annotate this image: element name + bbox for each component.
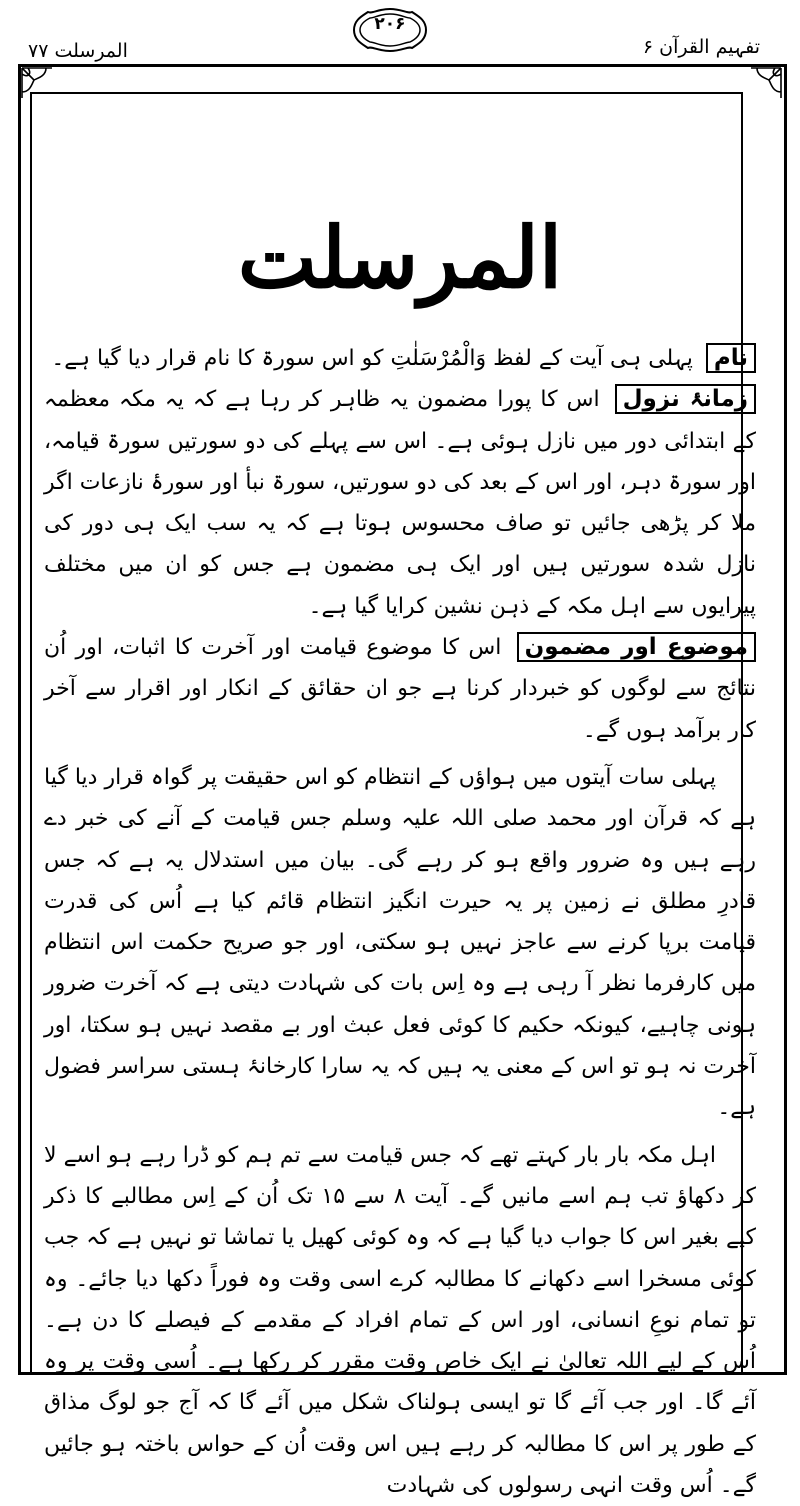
section-revelation-period-text: اس کا پورا مضمون یہ ظاہر کر رہا ہے کہ یہ مکہ معظمہ کے ابتدائی دور میں نازل ہوئی ہے۔ اس سے پہلے کی دو سورتیں سورۃ قیامہ، اور سورۃ دہر، اور اس کے بعد کی دو سورتیں، سورۃ نبأ اور سورۂ نازعات اگر ملا کر پڑھی جائیں تو صاف محسوس ہوتا ہے کہ یہ سب ایک ہی دور کی نازل شدہ سورتیں ہیں اور ایک ہی مضمون ہے جس کو ان میں مختلف پیرایوں سے اہل مکہ کے ذہن نشین کرایا گیا ہے۔ bbox=[44, 387, 756, 619]
header-surah-name: المرسلت ۷۷ bbox=[28, 40, 128, 62]
section-name bbox=[44, 338, 756, 379]
surah-title: المرسلت bbox=[237, 208, 563, 307]
section-revelation-period bbox=[44, 379, 756, 627]
section-theme-text: اس کا موضوع قیامت اور آخرت کا اثبات، اور اُن نتائج سے لوگوں کو خبردار کرنا ہے جو ان حقائق کے انکار اور اقرار سے آخر کار برآمد ہوں گے۔ bbox=[44, 635, 756, 743]
section-label-theme: موضوع اور مضمون bbox=[517, 632, 756, 662]
corner-ornament-top-right bbox=[749, 66, 783, 100]
paragraph: اہل مکہ بار بار کہتے تھے کہ جس قیامت سے تم ہم کو ڈرا رہے ہو اسے لا کر دکھاؤ تب ہم اسے مانیں گے۔ آیت ۸ سے ۱۵ تک اُن کے اِس مطالبے کا ذکر کیے بغیر اس کا جواب دیا گیا ہے کہ وہ کوئی کھیل یا تماشا تو نہیں ہے کہ جب کوئی مسخرا اسے دکھانے کا مطالبہ کرے اسی وقت وہ فوراً دکھا دیا جائے۔ وہ تو تمام نوعِ انسانی، اور اس کے تمام افراد کے مقدمے کے فیصلے کا دن ہے۔ اُس کے لیے اللہ تعالیٰ نے ایک خاص وقت مقرر کر رکھا ہے۔ اُسی وقت پر وہ آئے گا۔ اور جب آئے گا تو ایسی ہولناک شکل میں آئے گا کہ آج جو لوگ مذاق کے طور پر اس کا مطالبہ کر رہے ہیں اس وقت اُن کے حواس باختہ ہو جائیں گے۔ اُس وقت انہی رسولوں کی شہادت bbox=[44, 1142, 756, 1499]
section-theme bbox=[44, 627, 756, 751]
section-label-revelation-period: زمانۂ نزول bbox=[615, 384, 756, 414]
corner-ornament-top-left bbox=[20, 66, 54, 100]
page-body bbox=[44, 338, 756, 1506]
paragraph: پہلی سات آیتوں میں ہواؤں کے انتظام کو اس حقیقت پر گواہ قرار دیا گیا ہے کہ قرآن اور محمد صلی اللہ علیہ وسلم جس قیامت کے آنے کی خبر دے رہے ہیں وہ ضرور واقع ہو کر رہے گی۔ بیان میں استدلال یہ ہے کہ جس قادرِ مطلق نے زمین پر یہ حیرت انگیز انتظام قائم کیا ہے اُس کی قدرت قیامت برپا کرنے سے عاجز نہیں ہو سکتی، اور جو صریح حکمت اس انتظام میں کارفرما نظر آ رہی ہے وہ اِس بات کی شہادت دیتی ہے کہ آخرت ضرور ہونی چاہیے، کیونکہ حکیم کا کوئی فعل عبث اور بے مقصد نہیں ہو سکتا، اور آخرت نہ ہو تو اس کے معنی یہ ہیں کہ یہ سارا کارخانۂ ہستی سراسر فضول ہے۔ bbox=[44, 764, 756, 1121]
section-name-text: پہلی ہی آیت کے لفظ وَالْمُرْسَلٰتِ کو اس سورۃ کا نام قرار دیا گیا ہے۔ bbox=[51, 346, 693, 371]
header-book-title: تفہیم القرآن ۶ bbox=[642, 36, 760, 58]
section-label-name: نام bbox=[706, 343, 756, 373]
page-number: ۲۰۶ bbox=[374, 14, 406, 34]
